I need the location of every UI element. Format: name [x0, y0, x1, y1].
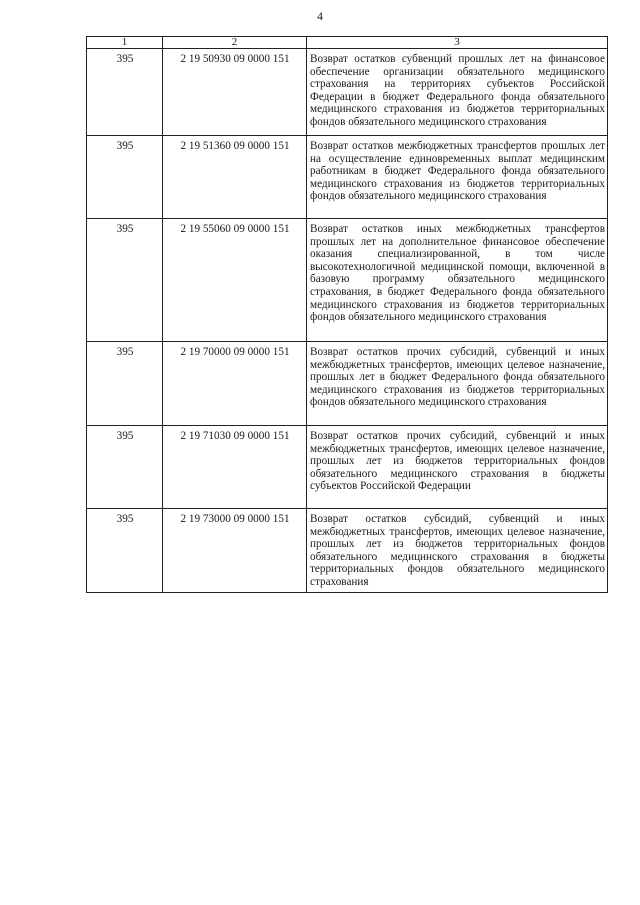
description-cell: Возврат остатков прочих субсидий, субвенций и иных межбюджетных трансфертов, имеющих целевое назначение, прошлых лет в бюджет Федерального фонда обязательного медицинского страхования из бюджетов территориальных фондов обязательного медицинского страхования: [307, 342, 608, 426]
description-cell: Возврат остатков прочих субсидий, субвенций и иных межбюджетных трансфертов, имеющих целевое назначение, прошлых лет из бюджетов территориальных фондов обязательного медицинского страхования в бюджеты субъектов Российской Федерации: [307, 426, 608, 509]
column-header-2: 2: [163, 37, 307, 49]
budget-code-cell: 2 19 71030 09 0000 151: [163, 426, 307, 509]
budget-code-cell: 2 19 50930 09 0000 151: [163, 49, 307, 136]
page-number: 4: [317, 9, 323, 23]
table-row: [87, 219, 608, 342]
table-row: [87, 49, 608, 136]
description-cell: Возврат остатков межбюджетных трансфертов прошлых лет на осуществление единовременных выплат медицинским работникам в бюджет Федерального фонда обязательного медицинского страхования из бюджетов территориальных фондов обязательного медицинского страхования: [307, 136, 608, 219]
budget-codes-table: [86, 36, 608, 593]
table-header-row: [87, 37, 608, 49]
admin-code-cell: 395: [87, 49, 163, 136]
budget-code-cell: 2 19 51360 09 0000 151: [163, 136, 307, 219]
column-header-1: 1: [87, 37, 163, 49]
admin-code-cell: 395: [87, 342, 163, 426]
budget-code-cell: 2 19 70000 09 0000 151: [163, 342, 307, 426]
description-cell: Возврат остатков иных межбюджетных трансфертов прошлых лет на дополнительное финансовое обеспечение оказания специализированной, в том числе высокотехнологичной медицинской помощи, включенной в базовую программу обязательного медицинского страхования, в бюджет Федерального фонда обязательного медицинского страхования из бюджетов территориальных фондов обязательного медицинского страхования: [307, 219, 608, 342]
budget-code-cell: 2 19 55060 09 0000 151: [163, 219, 307, 342]
admin-code-cell: 395: [87, 136, 163, 219]
admin-code-cell: 395: [87, 509, 163, 593]
table-row: [87, 509, 608, 593]
description-cell: Возврат остатков субвенций прошлых лет на финансовое обеспечение организации обязательного медицинского страхования на территориях субъектов Российской Федерации в бюджет Федерального фонда обязательного медицинского страхования из бюджетов территориальных фондов обязательного медицинского страхования: [307, 49, 608, 136]
admin-code-cell: 395: [87, 219, 163, 342]
table-row: [87, 426, 608, 509]
budget-code-cell: 2 19 73000 09 0000 151: [163, 509, 307, 593]
table-row: [87, 136, 608, 219]
description-cell: Возврат остатков субсидий, субвенций и иных межбюджетных трансфертов, имеющих целевое назначение, прошлых лет из бюджетов территориальных фондов обязательного медицинского страхования в бюджеты территориальных фондов обязательного медицинского страхования: [307, 509, 608, 593]
table-row: [87, 342, 608, 426]
column-header-3: 3: [307, 37, 608, 49]
admin-code-cell: 395: [87, 426, 163, 509]
